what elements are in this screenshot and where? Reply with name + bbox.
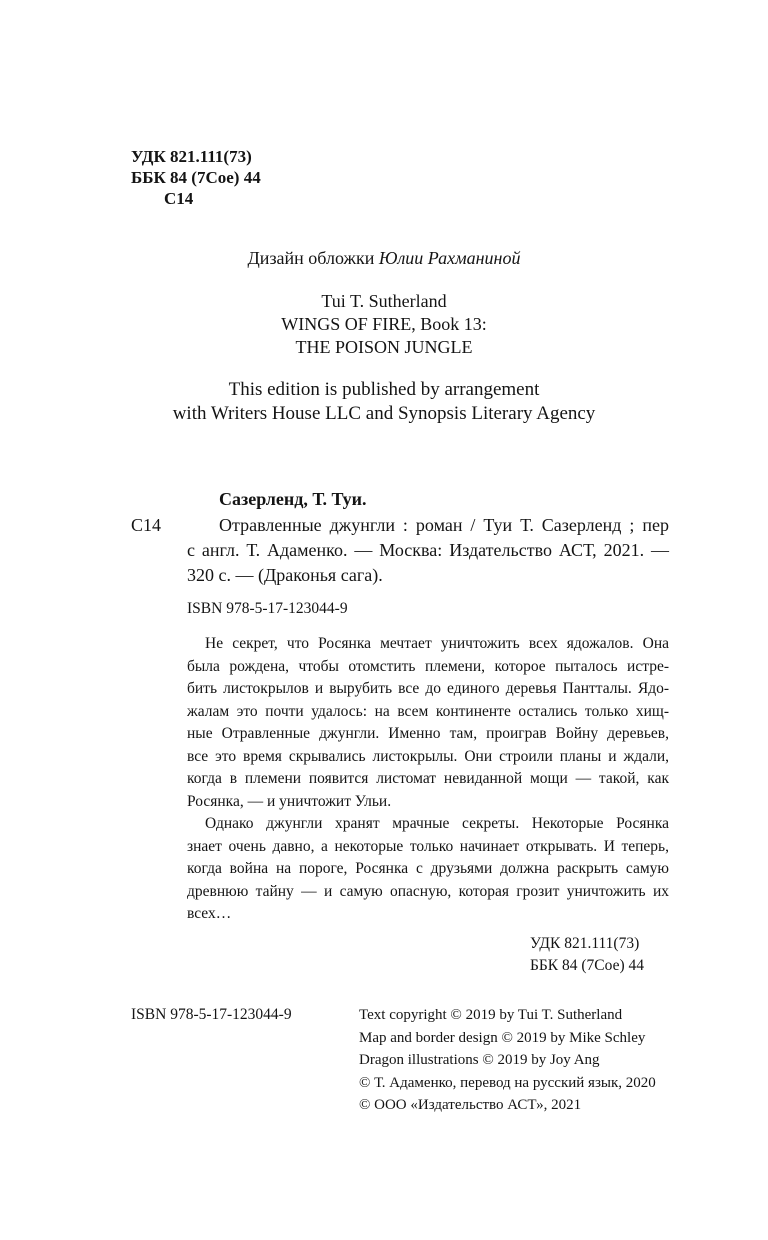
catalog-line-2: с англ. Т. Адаменко. — Москва: Издательство АСТ, 2021. — (187, 540, 669, 560)
copyright-line: Text copyright © 2019 by Tui T. Sutherland (359, 1007, 623, 1023)
annotation-paragraph-1 (187, 633, 669, 813)
annotation-line: жалам это почти удалось: на всем континенте остались только хищ- (187, 702, 669, 720)
udk-code: УДК 821.111(73) (131, 147, 252, 166)
catalog-line-3: 320 с. — (Драконья сага). (187, 565, 383, 585)
annotation-line: древнюю тайну — и самую опасную, которая грозит уничтожить их (187, 882, 669, 900)
footer-bbk-code: ББК 84 (7Сое) 44 (530, 957, 644, 974)
annotation-paragraph-2 (187, 813, 669, 926)
bbk-code: ББК 84 (7Сое) 44 (131, 168, 261, 187)
annotation-line: Росянка, — и уничтожит Ульи. (187, 792, 392, 810)
catalog-line-1: Отравленные джунгли : роман / Туи Т. Сазерленд ; пер (219, 515, 669, 535)
annotation-line: когда война на пороге, Росянка с друзьями должна раскрыть самую (187, 860, 669, 877)
arrangement-line-1: This edition is published by arrangement (228, 379, 540, 400)
imprint-isbn: ISBN 978-5-17-123044-9 (131, 1006, 292, 1023)
annotation-line: ные Отравленные джунгли. Именно там, проиграв Войну деревьев, (187, 725, 669, 742)
annotation-line: Не секрет, что Росянка мечтает уничтожить всех ядожалов. Она (205, 635, 669, 652)
catalog-author-heading: Сазерленд, Т. Туи. (219, 489, 367, 509)
catalog-mark: С14 (131, 515, 162, 535)
cover-design-label: Дизайн обложки (247, 248, 375, 268)
catalog-isbn: ISBN 978-5-17-123044-9 (187, 600, 348, 617)
cover-designer-name: Юлии Рахманиной (378, 248, 521, 268)
author-mark: С14 (164, 189, 194, 208)
annotation-line: бить листокрылов и вырубить все до единого деревья Пантталы. Ядо- (187, 680, 669, 697)
cover-design-credit (0, 247, 768, 270)
footer-udk-code: УДК 821.111(73) (530, 935, 640, 952)
annotation-line: знает очень давно, а некоторые только начинает открывать. И теперь, (187, 837, 669, 855)
annotation-line: Однако джунгли хранят мрачные секреты. Некоторые Росянка (205, 815, 669, 832)
copyright-line: © Т. Адаменко, перевод на русский язык, 2020 (359, 1074, 656, 1091)
copyright-line: Dragon illustrations © 2019 by Joy Ang (359, 1052, 600, 1068)
copyright-block (359, 1004, 656, 1117)
arrangement-line-2: with Writers House LLC and Synopsis Literary Agency (172, 403, 596, 424)
copyright-line: Map and border design © 2019 by Mike Schley (359, 1029, 646, 1046)
annotation-line: когда в племени появится листомат невиданной мощи — такой, как (187, 770, 669, 787)
annotation-line: всех… (187, 905, 232, 922)
original-title: THE POISON JUNGLE (295, 337, 473, 357)
annotation-line: была рождена, чтобы отомстить племени, которое пыталось истре- (187, 657, 669, 675)
copyright-line: © ООО «Издательство АСТ», 2021 (359, 1097, 582, 1113)
original-author: Tui T. Sutherland (321, 291, 447, 311)
original-series: WINGS OF FIRE, Book 13: (281, 314, 487, 334)
annotation-line: все это время скрывались листокрылы. Они строили планы и ждали, (187, 747, 669, 765)
